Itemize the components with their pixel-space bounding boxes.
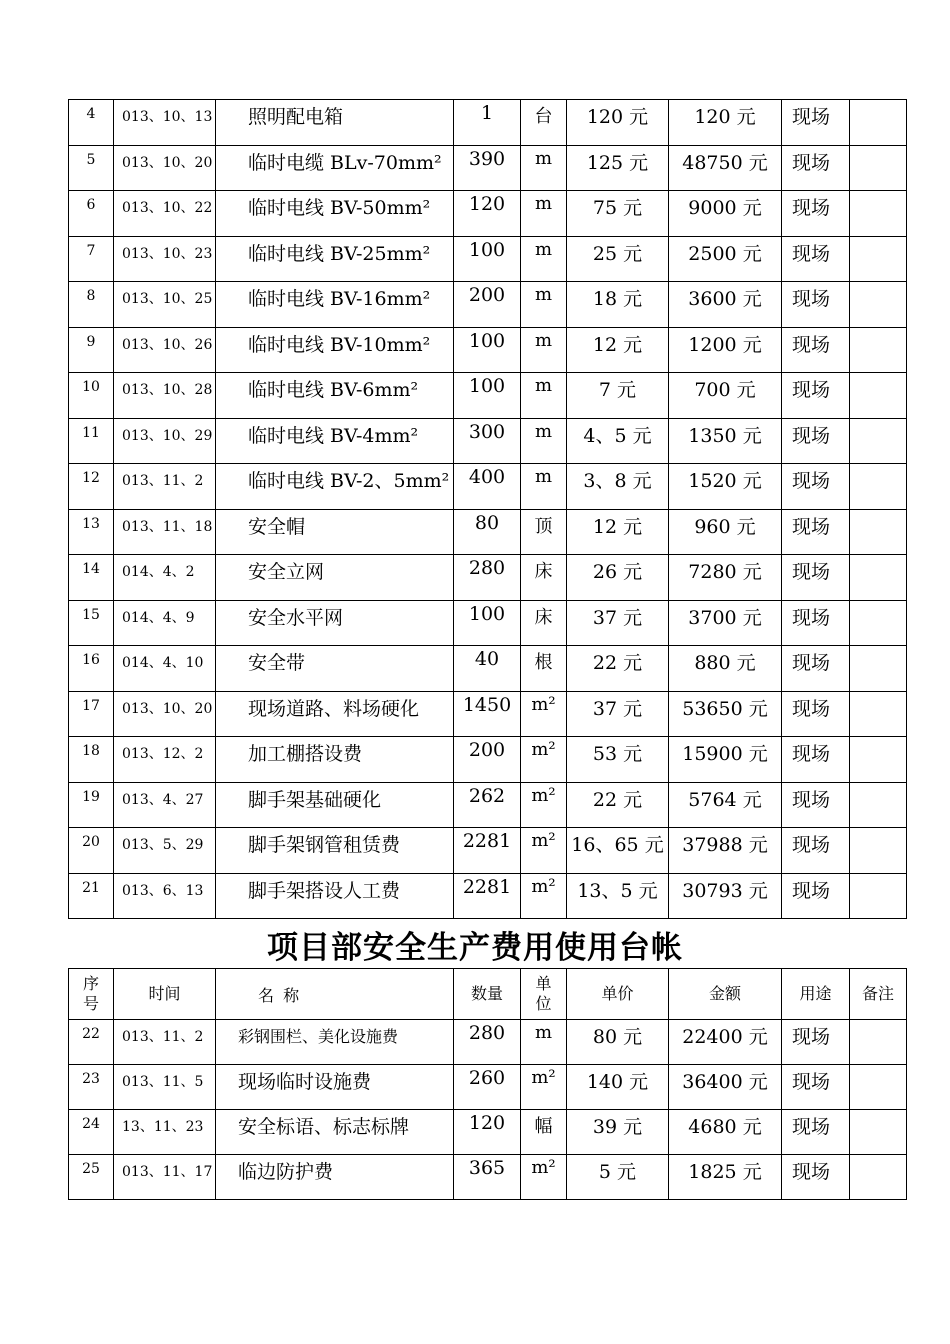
cell-amount: 1520 元 <box>669 464 782 510</box>
cell-amount: 37988 元 <box>669 828 782 874</box>
cell-name: 现场道路、料场硬化 <box>216 691 454 737</box>
table-row <box>69 691 907 737</box>
header-no: 序号 <box>69 969 114 1020</box>
cell-note <box>850 464 907 510</box>
cell-price: 37 元 <box>567 691 669 737</box>
cell-name: 脚手架基础硬化 <box>216 782 454 828</box>
table-row <box>69 100 907 146</box>
table-row <box>69 828 907 874</box>
cell-amount: 1350 元 <box>669 418 782 464</box>
cell-qty: 280 <box>454 1020 521 1065</box>
cell-unit: m <box>521 1020 567 1065</box>
cell-date: 013、10、20 <box>114 691 216 737</box>
cell-no: 5 <box>69 145 114 191</box>
cell-note <box>850 1020 907 1065</box>
cell-price: 3、8 元 <box>567 464 669 510</box>
table-row <box>69 418 907 464</box>
cell-price: 120 元 <box>567 100 669 146</box>
cell-qty: 200 <box>454 282 521 328</box>
cell-name: 临时电缆 BLv-70mm² <box>216 145 454 191</box>
cell-name: 安全带 <box>216 646 454 692</box>
table-row <box>69 1020 907 1065</box>
cell-no: 22 <box>69 1020 114 1065</box>
cell-price: 75 元 <box>567 191 669 237</box>
header-qty: 数量 <box>454 969 521 1020</box>
cell-unit: m² <box>521 1065 567 1110</box>
cell-no: 15 <box>69 600 114 646</box>
cell-note <box>850 600 907 646</box>
cell-price: 7 元 <box>567 373 669 419</box>
cell-name: 加工棚搭设费 <box>216 737 454 783</box>
table-row <box>69 282 907 328</box>
table-row <box>69 873 907 919</box>
cell-note <box>850 1065 907 1110</box>
cell-note <box>850 737 907 783</box>
cell-amount: 4680 元 <box>669 1110 782 1155</box>
cell-use: 现场 <box>782 828 850 874</box>
cell-qty: 365 <box>454 1155 521 1200</box>
cell-qty: 390 <box>454 145 521 191</box>
cell-note <box>850 100 907 146</box>
cell-unit: 台 <box>521 100 567 146</box>
cell-use: 现场 <box>782 646 850 692</box>
cell-use: 现场 <box>782 191 850 237</box>
cell-note <box>850 1110 907 1155</box>
cell-note <box>850 873 907 919</box>
cell-price: 12 元 <box>567 327 669 373</box>
cell-unit: m² <box>521 737 567 783</box>
cell-use: 现场 <box>782 1110 850 1155</box>
cell-name: 现场临时设施费 <box>216 1065 454 1110</box>
cell-amount: 36400 元 <box>669 1065 782 1110</box>
cell-unit: m <box>521 236 567 282</box>
cell-no: 23 <box>69 1065 114 1110</box>
cell-date: 013、10、29 <box>114 418 216 464</box>
cell-qty: 100 <box>454 236 521 282</box>
cell-qty: 260 <box>454 1065 521 1110</box>
cell-use: 现场 <box>782 373 850 419</box>
cell-use: 现场 <box>782 236 850 282</box>
cell-use: 现场 <box>782 782 850 828</box>
cell-price: 140 元 <box>567 1065 669 1110</box>
cell-amount: 15900 元 <box>669 737 782 783</box>
cell-name: 临时电线 BV-50mm² <box>216 191 454 237</box>
header-unit: 单位 <box>521 969 567 1020</box>
cell-price: 25 元 <box>567 236 669 282</box>
cell-date: 013、12、2 <box>114 737 216 783</box>
cell-qty: 40 <box>454 646 521 692</box>
expense-ledger-table <box>68 968 907 1200</box>
header-price: 单价 <box>567 969 669 1020</box>
cell-no: 24 <box>69 1110 114 1155</box>
cell-no: 4 <box>69 100 114 146</box>
cell-date: 13、11、23 <box>114 1110 216 1155</box>
cell-unit: 床 <box>521 600 567 646</box>
cell-note <box>850 418 907 464</box>
cell-date: 013、11、17 <box>114 1155 216 1200</box>
cell-qty: 1450 <box>454 691 521 737</box>
cell-amount: 1200 元 <box>669 327 782 373</box>
cell-price: 39 元 <box>567 1110 669 1155</box>
cell-no: 13 <box>69 509 114 555</box>
cell-name: 临边防护费 <box>216 1155 454 1200</box>
table-row <box>69 555 907 601</box>
table-header-row <box>69 969 907 1020</box>
cell-unit: m <box>521 464 567 510</box>
cell-name: 照明配电箱 <box>216 100 454 146</box>
cell-use: 现场 <box>782 100 850 146</box>
cell-no: 19 <box>69 782 114 828</box>
cell-no: 17 <box>69 691 114 737</box>
cell-no: 6 <box>69 191 114 237</box>
cell-use: 现场 <box>782 1065 850 1110</box>
cell-amount: 3700 元 <box>669 600 782 646</box>
cell-price: 5 元 <box>567 1155 669 1200</box>
table-row <box>69 1155 907 1200</box>
header-note: 备注 <box>850 969 907 1020</box>
table-row <box>69 464 907 510</box>
cell-unit: 床 <box>521 555 567 601</box>
cell-note <box>850 509 907 555</box>
cell-amount: 48750 元 <box>669 145 782 191</box>
cell-amount: 700 元 <box>669 373 782 419</box>
cell-amount: 5764 元 <box>669 782 782 828</box>
cell-unit: m² <box>521 782 567 828</box>
cell-note <box>850 282 907 328</box>
cell-date: 013、11、5 <box>114 1065 216 1110</box>
cell-no: 25 <box>69 1155 114 1200</box>
cell-use: 现场 <box>782 418 850 464</box>
cell-use: 现场 <box>782 464 850 510</box>
table-row <box>69 600 907 646</box>
cell-note <box>850 646 907 692</box>
cell-date: 014、4、9 <box>114 600 216 646</box>
cell-date: 013、10、22 <box>114 191 216 237</box>
cell-no: 20 <box>69 828 114 874</box>
cell-name: 临时电线 BV-16mm² <box>216 282 454 328</box>
cell-unit: m <box>521 373 567 419</box>
cell-no: 9 <box>69 327 114 373</box>
cell-no: 10 <box>69 373 114 419</box>
cell-amount: 3600 元 <box>669 282 782 328</box>
cell-use: 现场 <box>782 145 850 191</box>
cell-name: 安全标语、标志标牌 <box>216 1110 454 1155</box>
cell-date: 013、10、23 <box>114 236 216 282</box>
cell-use: 现场 <box>782 327 850 373</box>
header-amount: 金额 <box>669 969 782 1020</box>
header-name: 名 称 <box>216 969 454 1020</box>
cell-name: 临时电线 BV-4mm² <box>216 418 454 464</box>
cell-date: 013、10、28 <box>114 373 216 419</box>
cell-no: 12 <box>69 464 114 510</box>
cell-use: 现场 <box>782 555 850 601</box>
cell-price: 26 元 <box>567 555 669 601</box>
cell-date: 013、10、26 <box>114 327 216 373</box>
cell-unit: m <box>521 418 567 464</box>
cell-note <box>850 782 907 828</box>
cell-no: 7 <box>69 236 114 282</box>
table-row <box>69 191 907 237</box>
cell-unit: m² <box>521 828 567 874</box>
cell-price: 12 元 <box>567 509 669 555</box>
table-row <box>69 327 907 373</box>
table-row <box>69 782 907 828</box>
header-use: 用途 <box>782 969 850 1020</box>
cell-qty: 2281 <box>454 873 521 919</box>
cell-qty: 280 <box>454 555 521 601</box>
cell-price: 13、5 元 <box>567 873 669 919</box>
cell-price: 53 元 <box>567 737 669 783</box>
cell-date: 013、6、13 <box>114 873 216 919</box>
table-row <box>69 509 907 555</box>
cell-qty: 2281 <box>454 828 521 874</box>
cell-qty: 300 <box>454 418 521 464</box>
cell-amount: 30793 元 <box>669 873 782 919</box>
cell-qty: 400 <box>454 464 521 510</box>
cell-amount: 960 元 <box>669 509 782 555</box>
cell-date: 013、10、20 <box>114 145 216 191</box>
cell-unit: m² <box>521 691 567 737</box>
cell-note <box>850 145 907 191</box>
table-row <box>69 145 907 191</box>
cell-qty: 100 <box>454 373 521 419</box>
cell-qty: 100 <box>454 327 521 373</box>
cell-name: 临时电线 BV-25mm² <box>216 236 454 282</box>
cell-use: 现场 <box>782 691 850 737</box>
cell-qty: 80 <box>454 509 521 555</box>
cell-qty: 262 <box>454 782 521 828</box>
cell-unit: m² <box>521 873 567 919</box>
cell-price: 22 元 <box>567 646 669 692</box>
cell-use: 现场 <box>782 282 850 328</box>
cell-note <box>850 191 907 237</box>
cell-note <box>850 691 907 737</box>
cell-no: 11 <box>69 418 114 464</box>
cell-use: 现场 <box>782 509 850 555</box>
cell-name: 安全帽 <box>216 509 454 555</box>
cell-price: 18 元 <box>567 282 669 328</box>
ledger-title: 项目部安全生产费用使用台帐 <box>267 930 683 966</box>
cell-qty: 100 <box>454 600 521 646</box>
cell-unit: 幅 <box>521 1110 567 1155</box>
cell-qty: 120 <box>454 191 521 237</box>
cell-unit: m <box>521 282 567 328</box>
cell-date: 013、10、25 <box>114 282 216 328</box>
cell-date: 013、11、2 <box>114 1020 216 1065</box>
table-row <box>69 373 907 419</box>
table-row <box>69 1110 907 1155</box>
cell-price: 16、65 元 <box>567 828 669 874</box>
table-row <box>69 646 907 692</box>
cell-qty: 120 <box>454 1110 521 1155</box>
cell-name: 安全水平网 <box>216 600 454 646</box>
cell-amount: 880 元 <box>669 646 782 692</box>
cell-unit: m² <box>521 1155 567 1200</box>
cell-amount: 1825 元 <box>669 1155 782 1200</box>
table-row <box>69 737 907 783</box>
cell-use: 现场 <box>782 873 850 919</box>
cell-name: 脚手架搭设人工费 <box>216 873 454 919</box>
cell-qty: 1 <box>454 100 521 146</box>
cell-use: 现场 <box>782 737 850 783</box>
cell-name: 脚手架钢管租赁费 <box>216 828 454 874</box>
cell-unit: 顶 <box>521 509 567 555</box>
cell-note <box>850 236 907 282</box>
table-row <box>69 236 907 282</box>
cell-note <box>850 555 907 601</box>
header-date: 时间 <box>114 969 216 1020</box>
cell-date: 013、10、13 <box>114 100 216 146</box>
cell-unit: m <box>521 145 567 191</box>
cell-name: 临时电线 BV-6mm² <box>216 373 454 419</box>
cell-price: 22 元 <box>567 782 669 828</box>
cell-amount: 7280 元 <box>669 555 782 601</box>
cell-name: 临时电线 BV-10mm² <box>216 327 454 373</box>
cell-price: 37 元 <box>567 600 669 646</box>
cell-qty: 200 <box>454 737 521 783</box>
cell-date: 013、11、2 <box>114 464 216 510</box>
cell-amount: 2500 元 <box>669 236 782 282</box>
cell-amount: 120 元 <box>669 100 782 146</box>
cell-name: 安全立网 <box>216 555 454 601</box>
cell-note <box>850 327 907 373</box>
table-row <box>69 1065 907 1110</box>
cell-name: 彩钢围栏、美化设施费 <box>216 1020 454 1065</box>
cell-no: 16 <box>69 646 114 692</box>
cell-amount: 22400 元 <box>669 1020 782 1065</box>
cell-amount: 9000 元 <box>669 191 782 237</box>
cell-no: 21 <box>69 873 114 919</box>
cell-no: 8 <box>69 282 114 328</box>
cell-date: 013、4、27 <box>114 782 216 828</box>
cell-no: 14 <box>69 555 114 601</box>
cell-unit: m <box>521 327 567 373</box>
cell-price: 4、5 元 <box>567 418 669 464</box>
cell-unit: m <box>521 191 567 237</box>
cell-note <box>850 373 907 419</box>
cell-unit: 根 <box>521 646 567 692</box>
cell-use: 现场 <box>782 1020 850 1065</box>
cell-price: 125 元 <box>567 145 669 191</box>
cell-date: 013、5、29 <box>114 828 216 874</box>
cell-date: 014、4、10 <box>114 646 216 692</box>
cell-use: 现场 <box>782 600 850 646</box>
cell-date: 014、4、2 <box>114 555 216 601</box>
cell-note <box>850 1155 907 1200</box>
cell-date: 013、11、18 <box>114 509 216 555</box>
cell-amount: 53650 元 <box>669 691 782 737</box>
expense-table-continued <box>68 99 907 919</box>
cell-name: 临时电线 BV-2、5mm² <box>216 464 454 510</box>
cell-price: 80 元 <box>567 1020 669 1065</box>
cell-note <box>850 828 907 874</box>
cell-use: 现场 <box>782 1155 850 1200</box>
cell-no: 18 <box>69 737 114 783</box>
